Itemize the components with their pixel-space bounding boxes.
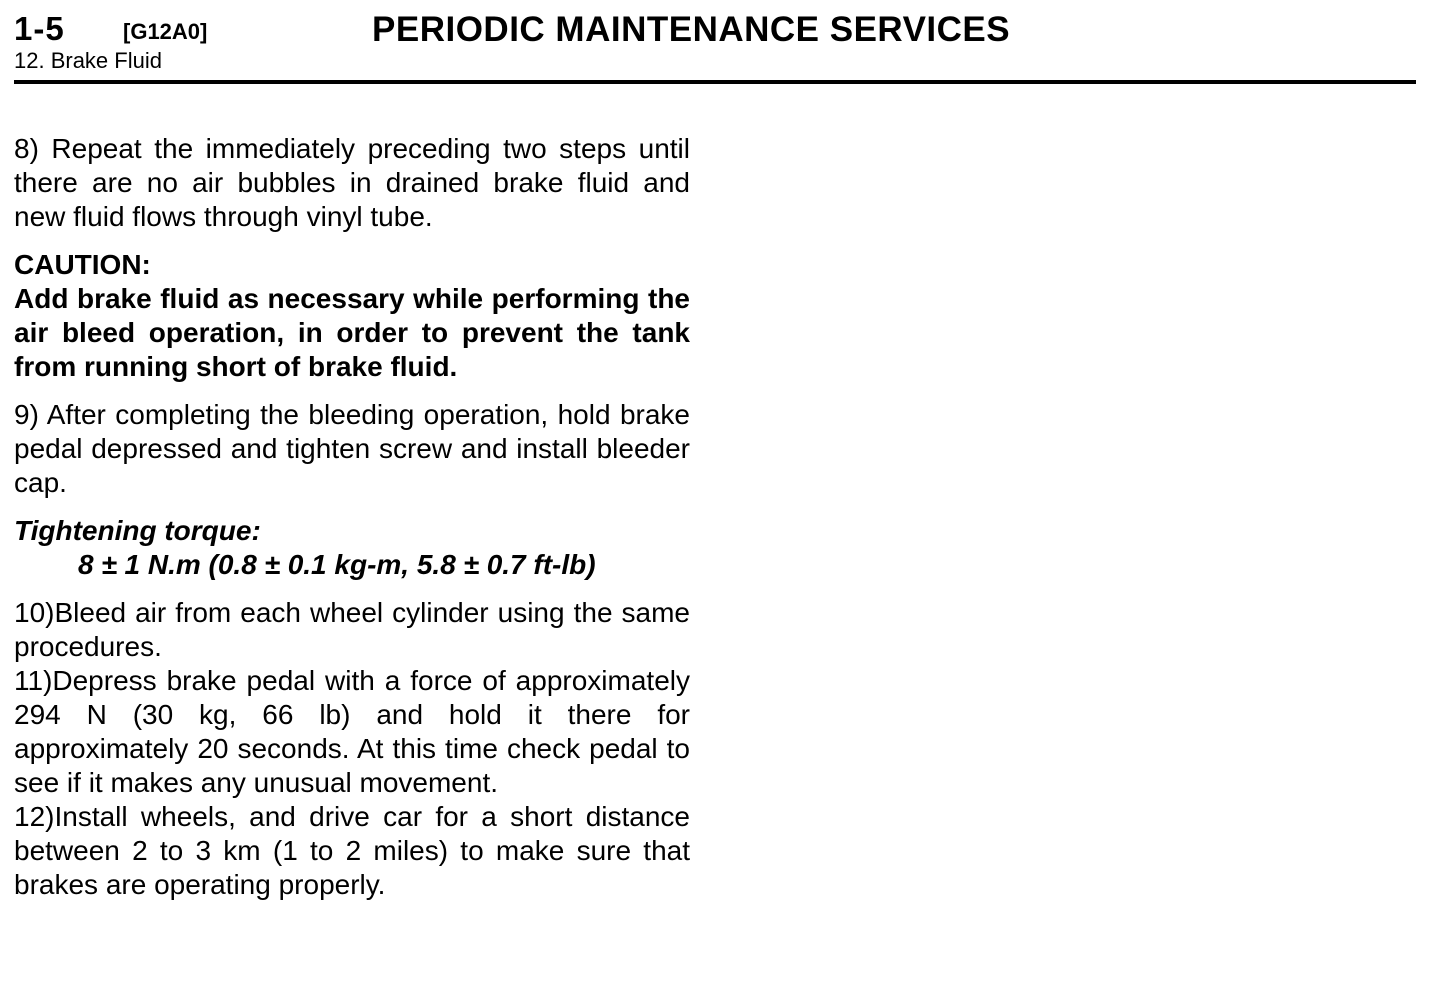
torque-value: 8 ± 1 N.m (0.8 ± 0.1 kg-m, 5.8 ± 0.7 ft-lb) xyxy=(78,549,596,580)
page-header xyxy=(14,8,1416,88)
section-code: [G12A0] xyxy=(123,19,208,44)
caution-heading: CAUTION: xyxy=(14,249,151,280)
header-divider xyxy=(14,80,1416,84)
page-title: PERIODIC MAINTENANCE SERVICES xyxy=(372,10,1011,49)
step-9: 9) After completing the bleeding operation, hold brake pedal depressed and tighten screw and install bleeder cap. xyxy=(14,399,690,498)
step-12: 12)Install wheels, and drive car for a short distance between 2 to 3 km (1 to 2 miles) to make sure that brakes are operating properly. xyxy=(14,801,690,900)
caution-text: Add brake fluid as necessary while performing the air bleed operation, in order to prevent the tank from running short of brake fluid. xyxy=(14,283,690,382)
subsection-title: 12. Brake Fluid xyxy=(14,48,162,73)
step-8: 8) Repeat the immediately preceding two steps until there are no air bubbles in drained brake fluid and new fluid flows through vinyl tube. xyxy=(14,133,690,232)
step-11: 11)Depress brake pedal with a force of approximately 294 N (30 kg, 66 lb) and hold it there for approximately 20 seconds. At this time check pedal to see if it makes any unusual movement. xyxy=(14,665,690,798)
page-number: 1-5 xyxy=(14,10,65,47)
body-column xyxy=(14,132,690,902)
torque-heading: Tightening torque: xyxy=(14,515,261,546)
step-10: 10)Bleed air from each wheel cylinder using the same procedures. xyxy=(14,597,690,662)
